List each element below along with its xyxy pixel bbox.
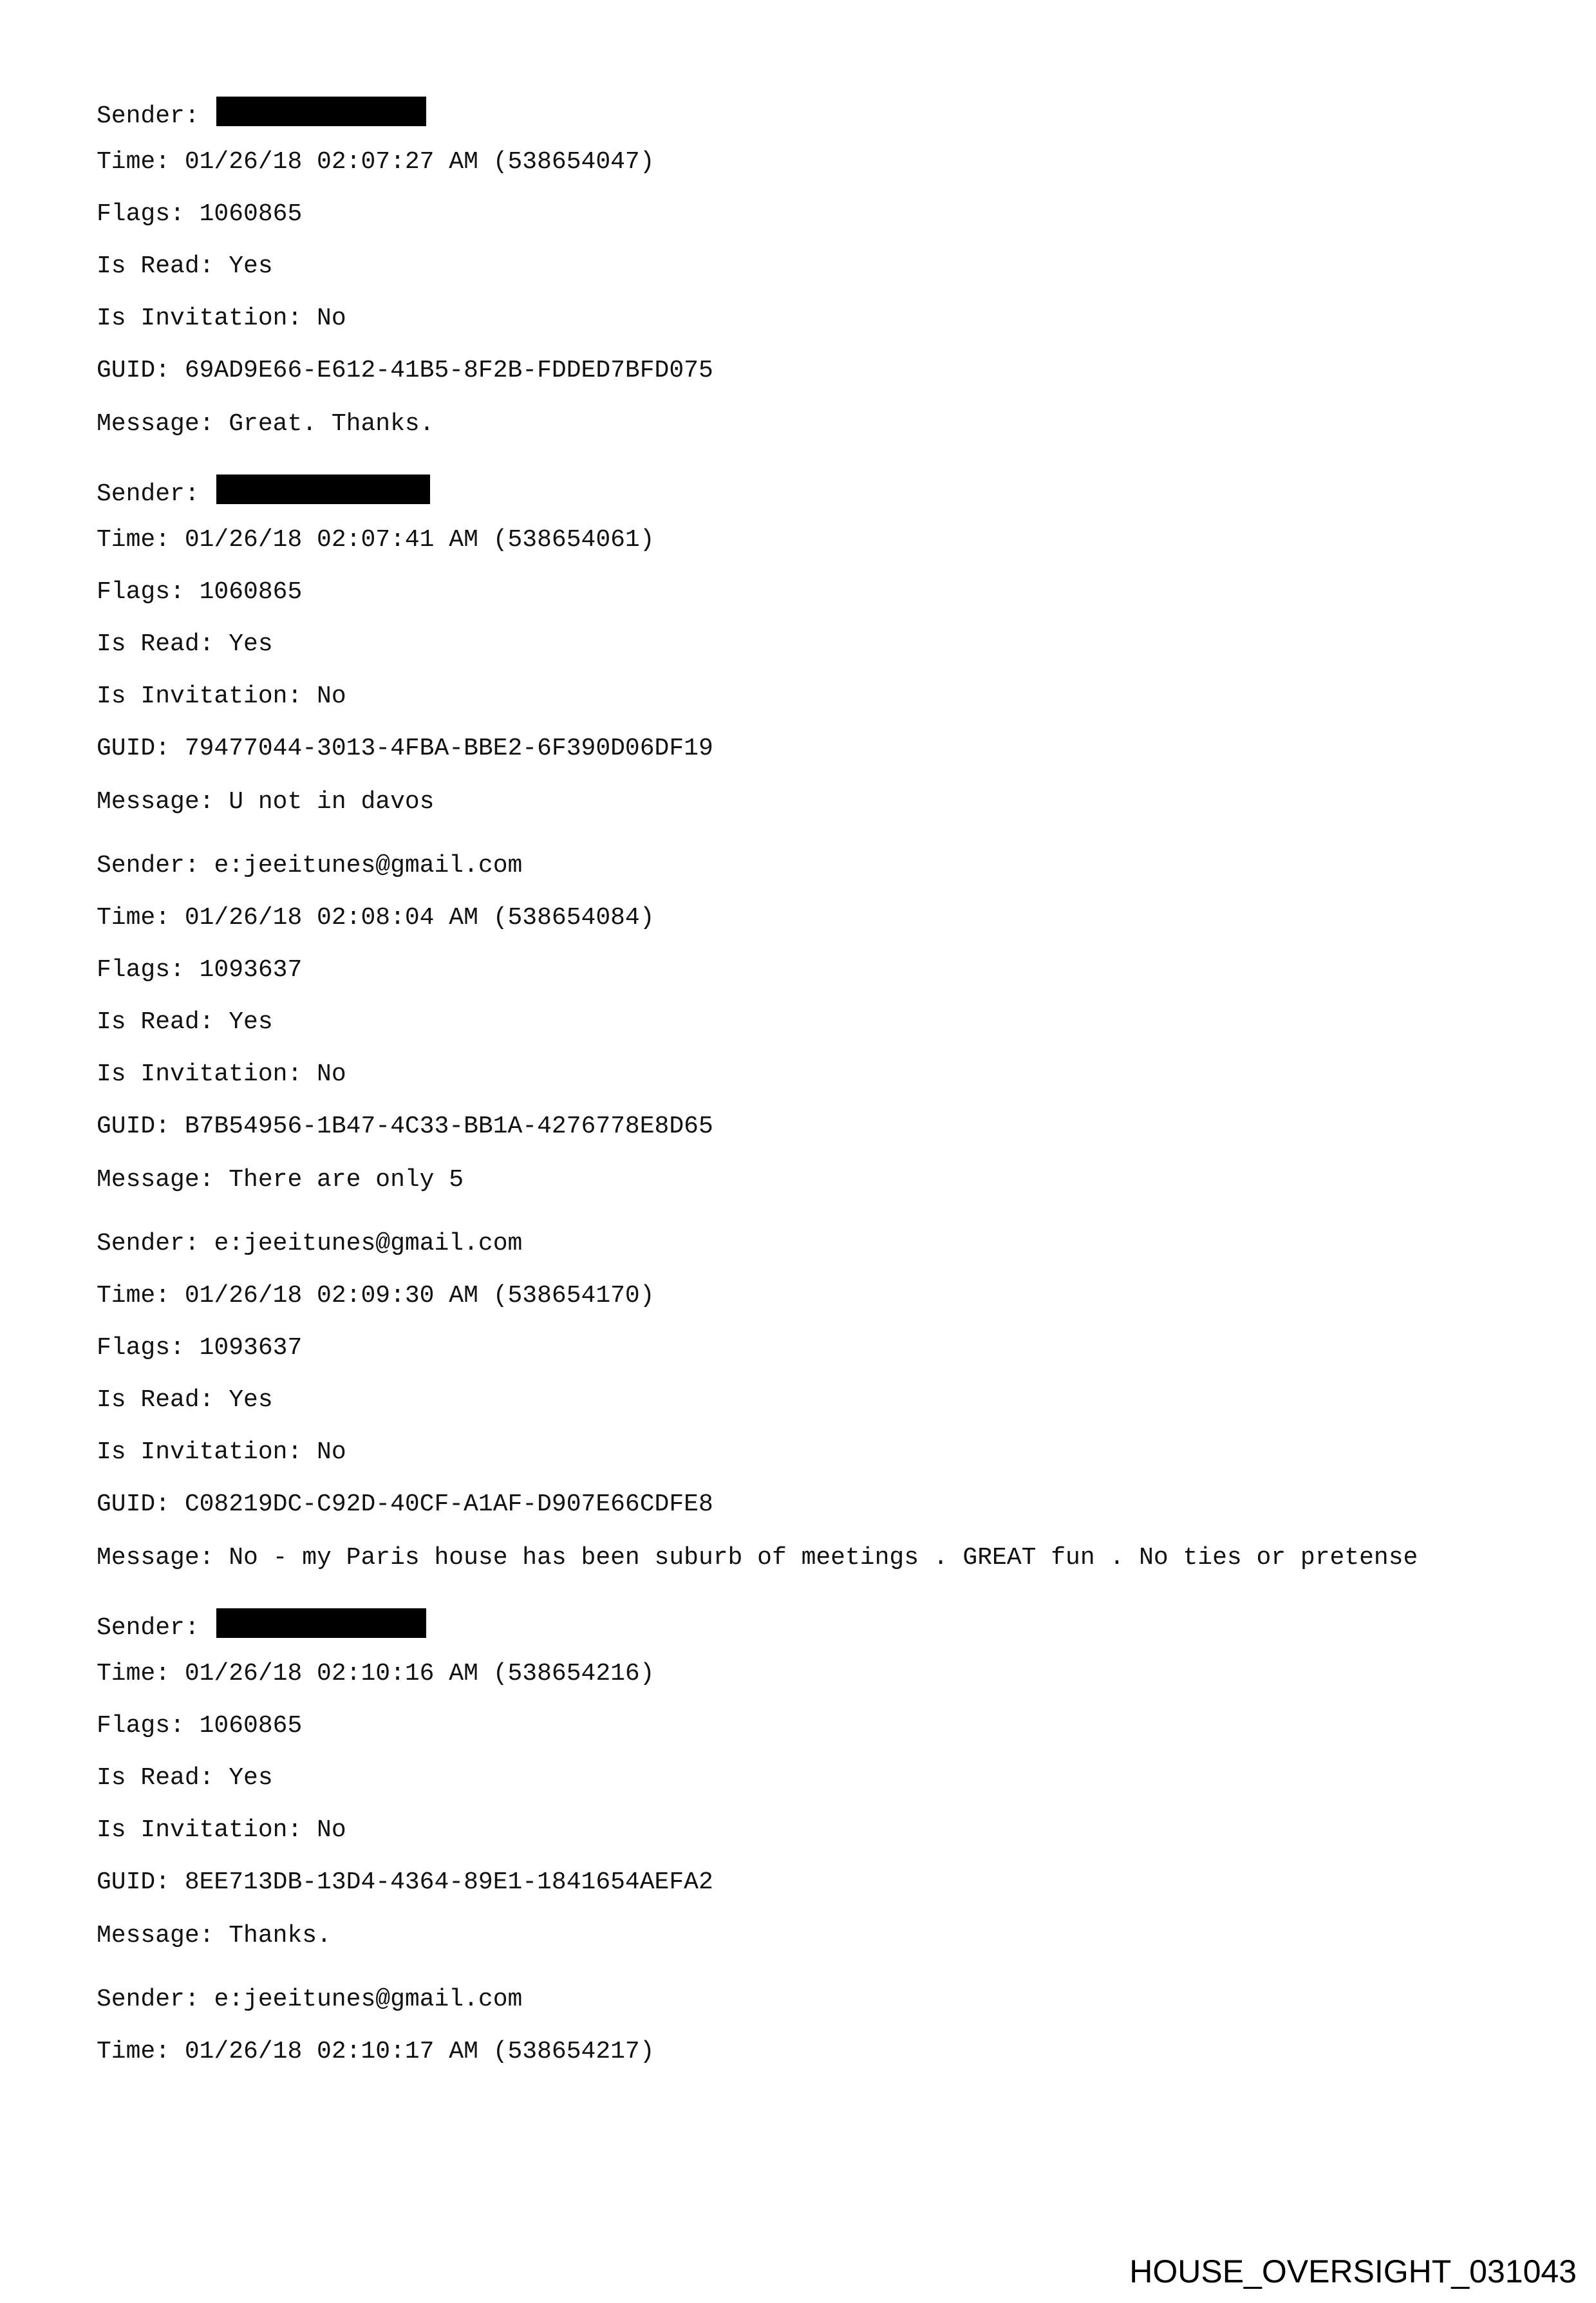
is-read-line: Is Read: Yes	[97, 1764, 273, 1792]
sender-label: Sender:	[97, 852, 214, 879]
time-line: Time: 01/26/18 02:10:17 AM (538654217)	[97, 2038, 655, 2065]
sender-line	[97, 1230, 1513, 1257]
guid-line: GUID: 8EE713DB-13D4-4364-89E1-1841654AEFA2	[97, 1868, 713, 1896]
guid-line: GUID: C08219DC-C92D-40CF-A1AF-D907E66CDFE8	[97, 1490, 713, 1518]
message-record	[97, 1230, 1513, 1573]
sender-value: e:jeeitunes@gmail.com	[214, 1230, 523, 1257]
flags-line: Flags: 1060865	[97, 1712, 303, 1740]
guid-line: GUID: B7B54956-1B47-4C33-BB1A-4276778E8D65	[97, 1113, 713, 1140]
time-line: Time: 01/26/18 02:10:16 AM (538654216)	[97, 1660, 655, 1687]
flags-line: Flags: 1060865	[97, 200, 303, 228]
is-invitation-line: Is Invitation: No	[97, 682, 346, 710]
message-record	[97, 97, 1513, 439]
is-read-line: Is Read: Yes	[97, 1008, 273, 1036]
message-line: Message: No - my Paris house has been suburb of meetings . GREAT fun . No ties or pretense	[97, 1544, 1418, 1572]
message-log	[97, 97, 1513, 2091]
sender-line	[97, 1986, 1513, 2013]
message-record	[97, 1608, 1513, 1951]
flags-line: Flags: 1093637	[97, 956, 303, 984]
time-line: Time: 01/26/18 02:07:41 AM (538654061)	[97, 526, 655, 554]
sender-label: Sender:	[97, 1230, 214, 1257]
sender-line	[97, 475, 1513, 508]
message-record	[97, 1986, 1513, 2065]
sender-value: e:jeeitunes@gmail.com	[214, 852, 523, 879]
message-line: Message: U not in davos	[97, 788, 435, 816]
is-invitation-line: Is Invitation: No	[97, 305, 346, 332]
time-line: Time: 01/26/18 02:08:04 AM (538654084)	[97, 904, 655, 932]
sender-label: Sender:	[97, 1986, 214, 2013]
time-line: Time: 01/26/18 02:07:27 AM (538654047)	[97, 148, 655, 176]
is-read-line: Is Read: Yes	[97, 630, 273, 658]
redaction-box	[216, 475, 430, 504]
sender-label: Sender:	[97, 1614, 214, 1642]
time-line: Time: 01/26/18 02:09:30 AM (538654170)	[97, 1282, 655, 1310]
message-record	[97, 852, 1513, 1195]
sender-label: Sender:	[97, 102, 214, 130]
sender-line	[97, 852, 1513, 879]
sender-line	[97, 1608, 1513, 1642]
message-record	[97, 475, 1513, 817]
is-invitation-line: Is Invitation: No	[97, 1438, 346, 1466]
sender-label: Sender:	[97, 480, 214, 508]
message-line: Message: Great. Thanks.	[97, 410, 435, 438]
sender-line	[97, 97, 1513, 130]
flags-line: Flags: 1093637	[97, 1334, 303, 1362]
guid-line: GUID: 69AD9E66-E612-41B5-8F2B-FDDED7BFD075	[97, 357, 713, 384]
bates-number: HOUSE_OVERSIGHT_031043	[1129, 2253, 1577, 2289]
is-invitation-line: Is Invitation: No	[97, 1060, 346, 1088]
redaction-box	[216, 1608, 426, 1638]
is-read-line: Is Read: Yes	[97, 1386, 273, 1414]
is-invitation-line: Is Invitation: No	[97, 1816, 346, 1844]
message-line: Message: Thanks.	[97, 1922, 332, 1950]
message-line: Message: There are only 5	[97, 1166, 464, 1194]
sender-value: e:jeeitunes@gmail.com	[214, 1986, 523, 2013]
redaction-box	[216, 97, 426, 126]
is-read-line: Is Read: Yes	[97, 252, 273, 280]
guid-line: GUID: 79477044-3013-4FBA-BBE2-6F390D06DF19	[97, 735, 713, 762]
flags-line: Flags: 1060865	[97, 578, 303, 606]
